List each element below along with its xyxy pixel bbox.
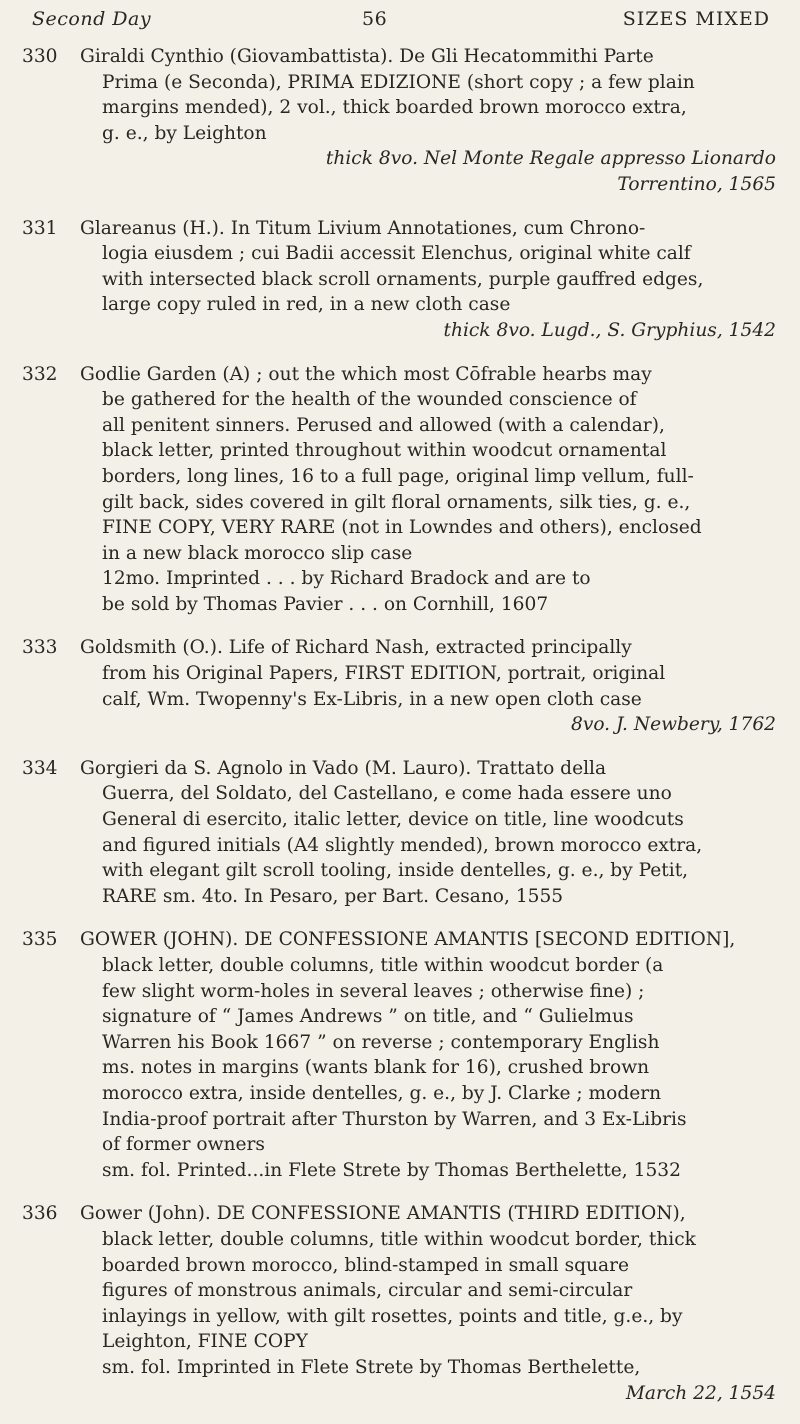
lot-description-line: FINE COPY, VERY RARE (not in Lowndes and others), enclosed: [102, 517, 702, 539]
lot-number: 331: [22, 217, 58, 239]
lot-description-line: of former owners: [102, 1134, 265, 1156]
lot-description-line: Warren his Book 1667 ” on reverse ; contemporary English: [102, 1031, 660, 1053]
lot-heading-line: Goldsmith (O.). Life of Richard Nash, extracted principally: [80, 637, 632, 659]
lot-entry: [22, 635, 776, 737]
lot-entry: [22, 44, 776, 198]
lot-entry: [22, 216, 776, 344]
lot-description-line: ms. notes in margins (wants blank for 16), crushed brown: [102, 1057, 650, 1079]
lot-heading-line: Glareanus (H.). In Titum Livium Annotationes, cum Chrono-: [80, 217, 646, 239]
lot-description-line: calf, Wm. Twopenny's Ex-Libris, in a new open cloth case: [102, 688, 642, 710]
lot-description-line: signature of “ James Andrews ” on title, and “ Gulielmus: [102, 1006, 634, 1028]
lot-description-line: RARE sm. 4to. In Pesaro, per Bart. Cesano, 1555: [102, 885, 564, 907]
lot-description-line: 12mo. Imprinted . . . by Richard Bradock and are to: [102, 568, 591, 590]
lot-description-line: figures of monstrous animals, circular and semi-circular: [102, 1280, 633, 1302]
lot-heading-line: Godlie Garden (A) ; out the which most Cōfrable hearbs may: [80, 363, 652, 385]
lot-number: 332: [22, 363, 58, 385]
lot-description-line: boarded brown morocco, blind-stamped in small square: [102, 1254, 630, 1276]
lot-description-line: logia eiusdem ; cui Badii accessit Elenchus, original white calf: [102, 243, 691, 265]
lot-description-line: borders, long lines, 16 to a full page, original limp vellum, full-: [102, 465, 694, 487]
lot-imprint-line: March 22, 1554: [625, 1382, 776, 1404]
lot-description-line: all penitent sinners. Perused and allowed (with a calendar),: [102, 414, 665, 436]
lot-description-line: black letter, double columns, title within woodcut border (a: [102, 955, 664, 976]
lot-description-line: General di esercito, italic letter, device on title, line woodcuts: [102, 809, 684, 831]
lot-description-line: sm. fol. Printed...in Flete Strete by Thomas Berthelette, 1532: [102, 1159, 681, 1181]
lot-description-line: few slight worm-holes in several leaves ; otherwise fine) ;: [102, 980, 645, 1002]
lot-heading-line: GOWER (JOHN). DE CONFESSIONE AMANTIS [SECOND EDITION],: [80, 929, 736, 951]
lot-description-line: large copy ruled in red, in a new cloth case: [102, 294, 511, 316]
lot-description-line: morocco extra, inside dentelles, g. e., by J. Clarke ; modern: [102, 1082, 662, 1104]
lot-description-line: sm. fol. Imprinted in Flete Strete by Thomas Berthelette,: [102, 1356, 641, 1378]
lot-description-line: margins mended), 2 vol., thick boarded brown morocco extra,: [102, 97, 687, 119]
lot-description-line: g. e., by Leighton: [102, 122, 267, 144]
lot-imprint-line: Torrentino, 1565: [617, 173, 776, 195]
lot-description-line: from his Original Papers, FIRST EDITION, portrait, original: [102, 663, 666, 685]
lot-description-line: in a new black morocco slip case: [102, 542, 413, 564]
lot-heading-line: Giraldi Cynthio (Giovambattista). De Gli Hecatommithi Parte: [80, 46, 654, 67]
lot-list: [22, 44, 776, 1424]
lot-entry: [22, 927, 776, 1183]
lot-description-line: gilt back, sides covered in gilt floral ornaments, silk ties, g. e.,: [102, 491, 691, 513]
lot-entry: [22, 1201, 776, 1406]
lot-description-line: be sold by Thomas Pavier . . . on Cornhill, 1607: [102, 593, 549, 615]
lot-imprint-line: thick 8vo. Lugd., S. Gryphius, 1542: [443, 319, 776, 341]
lot-description-line: black letter, double columns, title within woodcut border, thick: [102, 1228, 696, 1250]
lot-entry: [22, 756, 776, 910]
lot-heading-line: Gower (John). DE CONFESSIONE AMANTIS (THIRD EDITION),: [80, 1203, 686, 1225]
lot-description-line: with elegant gilt scroll tooling, inside dentelles, g. e., by Petit,: [102, 860, 689, 882]
lot-heading-line: Gorgieri da S. Agnolo in Vado (M. Lauro). Trattato della: [80, 757, 607, 779]
lot-description-line: black letter, printed throughout within woodcut ornamental: [102, 440, 667, 462]
lot-number: 333: [22, 637, 58, 659]
page-number: 56: [362, 8, 388, 30]
lot-description-line: with intersected black scroll ornaments, purple gauffred edges,: [102, 268, 704, 290]
lot-number: 334: [22, 757, 58, 779]
lot-description-line: Leighton, FINE COPY: [102, 1331, 308, 1353]
lot-description-line: and figured initials (A4 slightly mended), brown morocco extra,: [102, 834, 703, 856]
lot-description-line: Guerra, del Soldato, del Castellano, e come hada essere uno: [102, 783, 672, 805]
lot-imprint-line: thick 8vo. Nel Monte Regale appresso Lionardo: [325, 148, 776, 170]
running-header: [32, 8, 770, 36]
lot-number: 336: [22, 1203, 58, 1225]
lot-description-line: be gathered for the health of the wounded conscience of: [102, 389, 637, 411]
lot-number: 335: [22, 929, 58, 951]
lot-number: 330: [22, 46, 58, 67]
lot-description-line: inlayings in yellow, with gilt rosettes, points and title, g.e., by: [102, 1305, 683, 1327]
lot-description-line: Prima (e Seconda), PRIMA EDIZIONE (short copy ; a few plain: [102, 71, 695, 93]
header-category: SIZES MIXED: [622, 8, 770, 30]
header-section-title: Second Day: [32, 8, 152, 30]
lot-entry: [22, 362, 776, 618]
lot-imprint-line: 8vo. J. Newbery, 1762: [570, 714, 776, 736]
lot-description-line: India-proof portrait after Thurston by Warren, and 3 Ex-Libris: [102, 1108, 687, 1130]
